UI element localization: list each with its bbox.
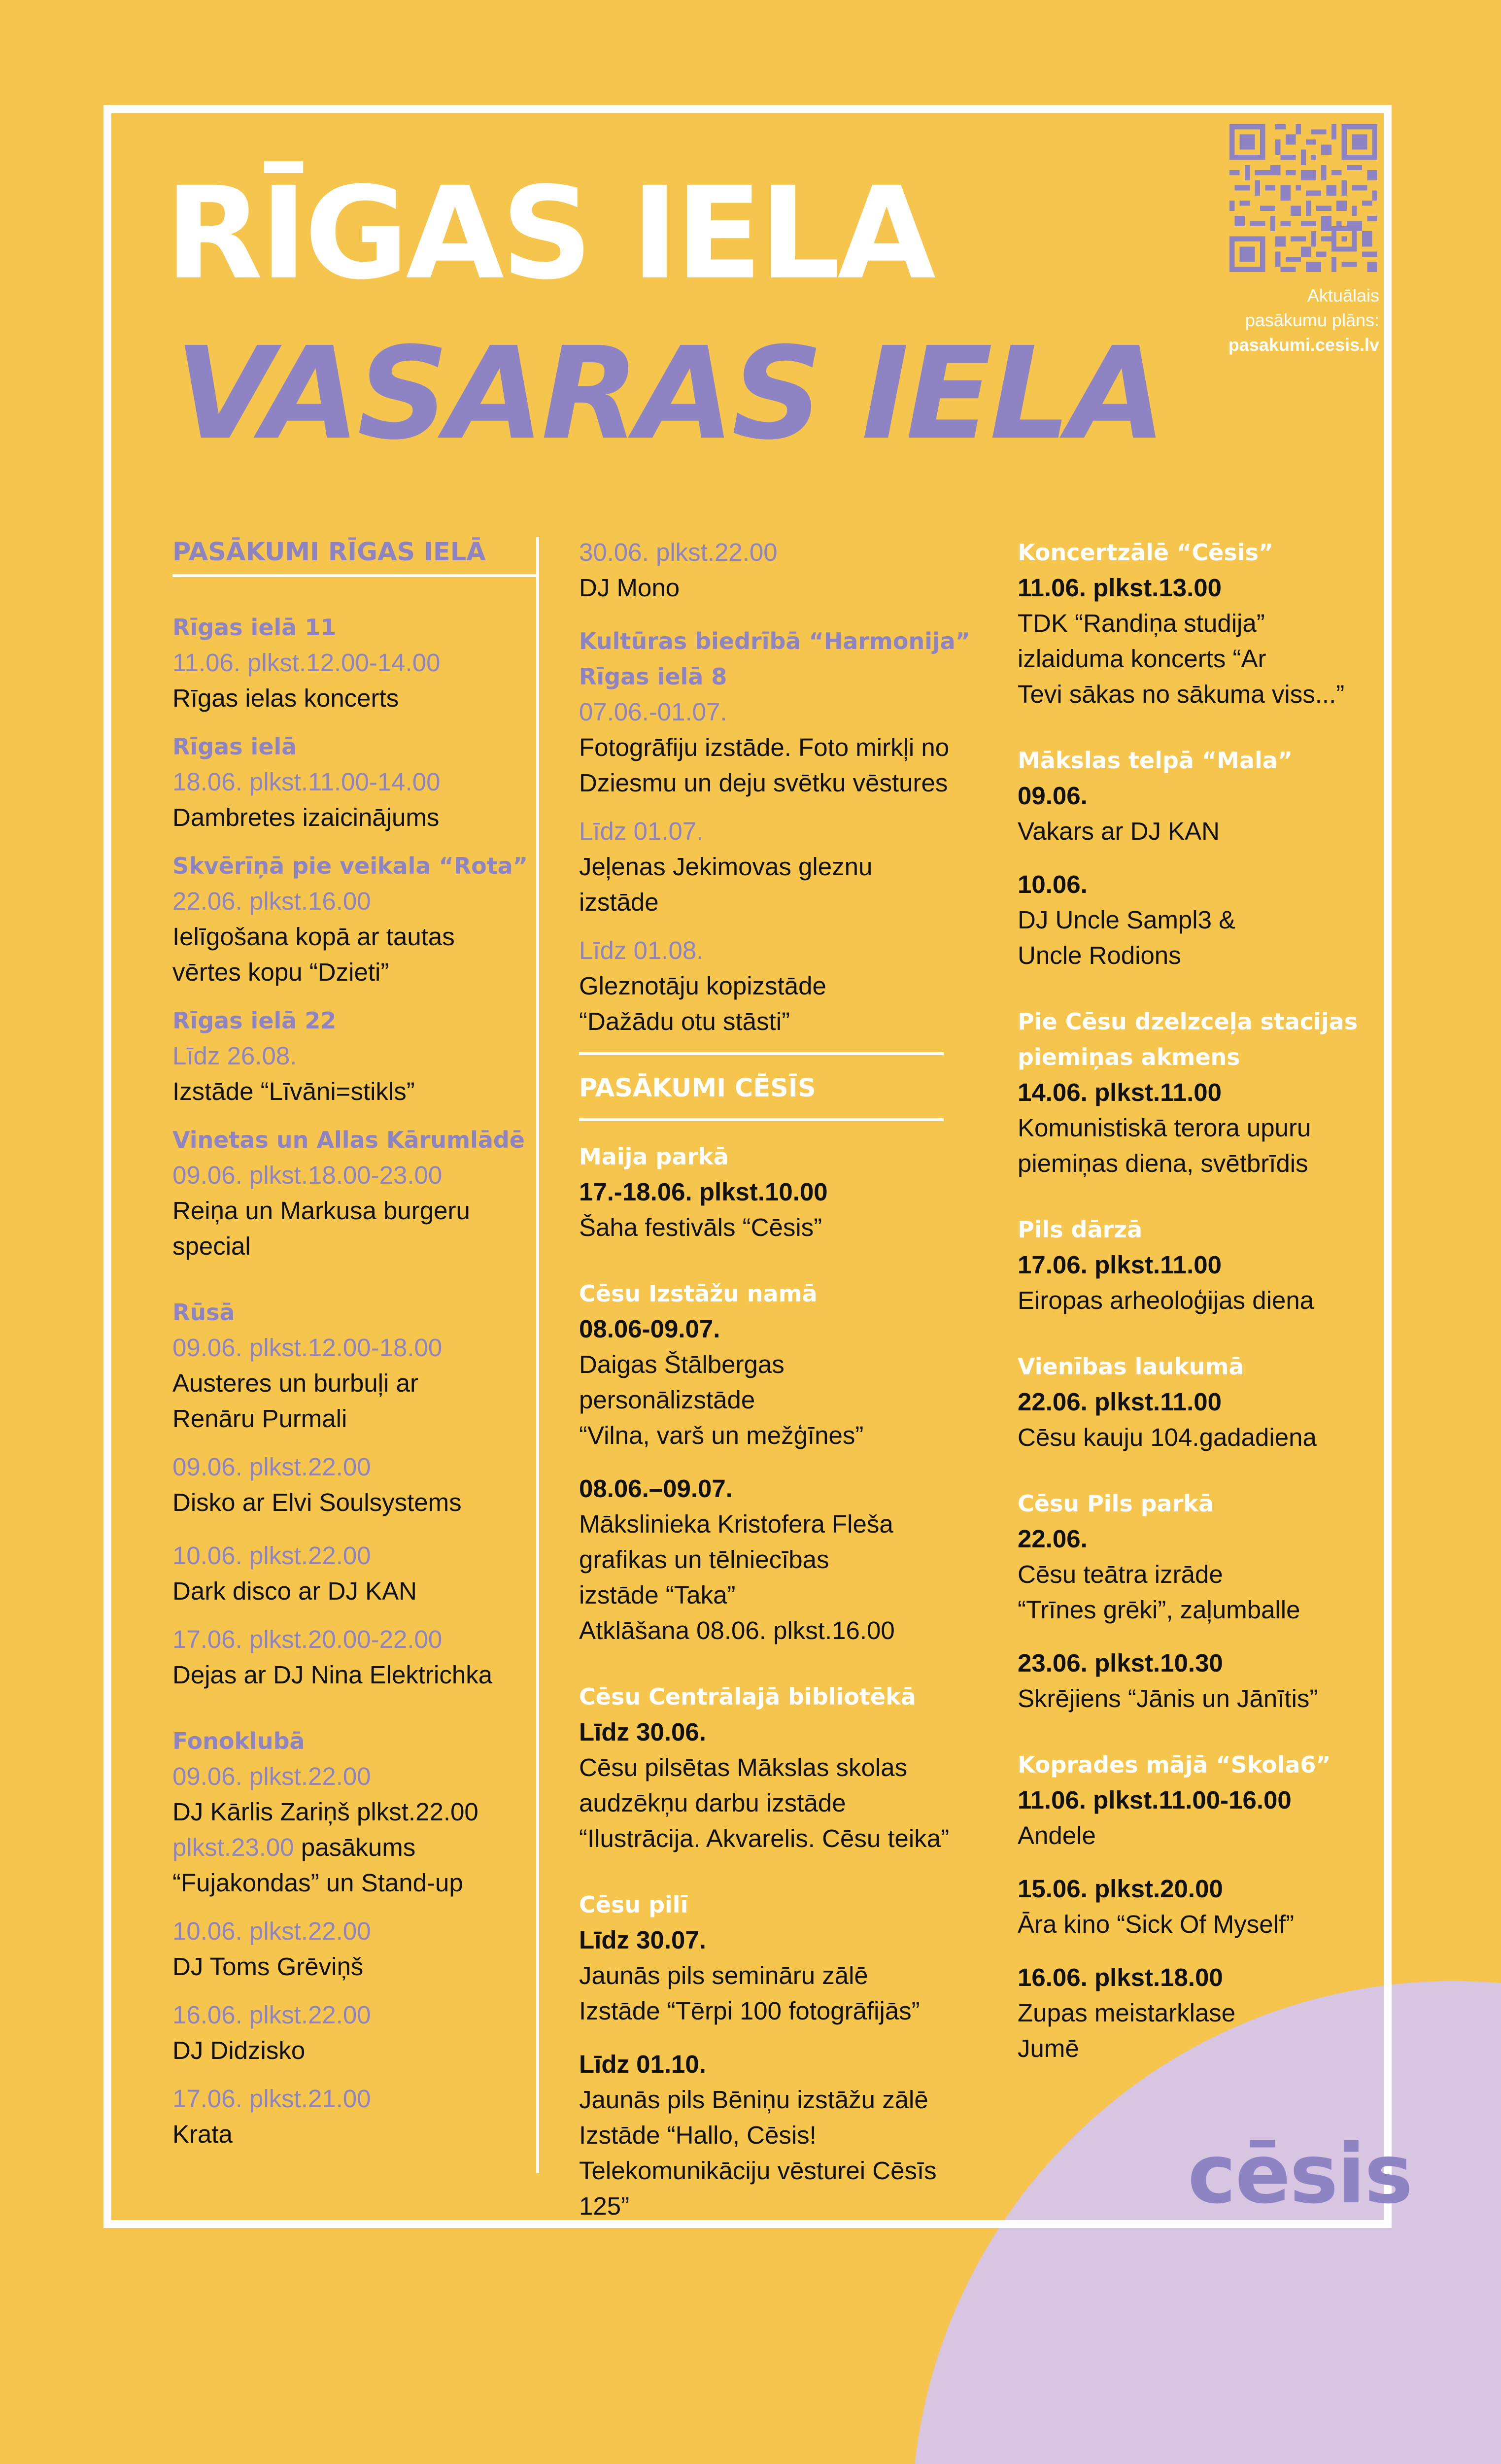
event-text: Uncle Rodions: [1018, 941, 1181, 969]
event-venue: Koncertzālē “Cēsis”: [1018, 539, 1274, 566]
event-item: [1018, 1960, 1372, 2066]
event-item: [172, 1122, 537, 1264]
event-item: [172, 1622, 537, 1693]
event-text: Komunistiskā terora upuru: [1018, 1114, 1311, 1142]
event-text: Zupas meistarklase: [1018, 1999, 1236, 2027]
event-text: Gleznotāju kopizstāde: [579, 972, 826, 1000]
event-venue: Cēsu pilī: [579, 1891, 688, 1918]
event-text: Mākslinieka Kristofera Fleša: [579, 1510, 893, 1538]
event-text: DJ Uncle Sampl3 &: [1018, 906, 1236, 934]
event-inline-time: plkst.23.00: [172, 1833, 294, 1861]
event-date: 09.06. plkst.22.00: [172, 1453, 371, 1481]
event-date: 11.06. plkst.11.00-16.00: [1018, 1786, 1292, 1814]
event-date: 22.06. plkst.16.00: [172, 887, 371, 915]
event-text: Jaunās pils semināru zālē: [579, 1961, 868, 1989]
event-date: 17.06. plkst.20.00-22.00: [172, 1625, 443, 1653]
event-text: Eiropas arheoloģijas diena: [1018, 1286, 1314, 1314]
event-item: [1018, 1486, 1372, 1628]
event-date: 09.06. plkst.12.00-18.00: [172, 1334, 443, 1362]
event-date: 23.06. plkst.10.30: [1018, 1649, 1223, 1677]
event-venue: Kultūras biedrībā “Harmonija”: [579, 628, 971, 654]
event-date: 09.06. plkst.18.00-23.00: [172, 1161, 443, 1189]
event-text: Āra kino “Sick Of Myself”: [1018, 1910, 1295, 1938]
event-date: 09.06. plkst.22.00: [172, 1762, 371, 1790]
event-item: [1018, 1349, 1372, 1455]
event-item: [579, 1679, 954, 1856]
event-text: Jumē: [1018, 2034, 1079, 2062]
event-date: 17.-18.06. plkst.10.00: [579, 1178, 828, 1206]
event-text: Tevi sākas no sākuma viss...”: [1018, 680, 1345, 708]
event-item: [579, 623, 971, 801]
event-date: Līdz 26.08.: [172, 1042, 297, 1070]
event-item: [579, 535, 954, 606]
qr-code-icon[interactable]: [1229, 124, 1377, 272]
event-text: Reiņa un Markusa burgeru: [172, 1197, 470, 1225]
event-item: [172, 848, 537, 990]
event-item: [579, 2047, 954, 2224]
event-text: “Fujakondas” un Stand-up: [172, 1869, 463, 1897]
event-venue: Rīgas ielā 22: [172, 1007, 337, 1034]
event-venue: Mākslas telpā “Mala”: [1018, 747, 1293, 774]
event-text: Dark disco ar DJ KAN: [172, 1577, 417, 1605]
event-item: [579, 933, 954, 1039]
event-venue: Maija parkā: [579, 1143, 729, 1170]
event-text: Ielīgošana kopā ar tautas: [172, 923, 455, 951]
section-overline: [579, 1052, 944, 1055]
event-date: Līdz 01.08.: [579, 936, 704, 964]
event-item: [1018, 535, 1372, 712]
event-text: “Vilna, varš un mežģīnes”: [579, 1421, 864, 1449]
event-venue: Pie Cēsu dzelzceļa stacijas: [1018, 1008, 1358, 1035]
event-item: [172, 729, 537, 835]
event-venue-address: Rīgas ielā 8: [579, 663, 727, 690]
event-text: “Ilustrācija. Akvarelis. Cēsu teika”: [579, 1824, 950, 1852]
section-heading-rigas: PASĀKUMI RĪGAS IELĀ: [172, 538, 486, 567]
cesis-logo: cēsis: [1188, 2127, 1412, 2222]
event-text: DJ Didzisko: [172, 2036, 306, 2064]
event-item: [579, 1887, 954, 2029]
title-vasaras-iela: VASARAS IELA: [175, 320, 1163, 468]
column-right: [1018, 535, 1372, 2079]
event-item: [1018, 867, 1372, 973]
event-venue: Pils dārzā: [1018, 1216, 1143, 1243]
event-item: [1018, 1871, 1372, 1942]
event-text: grafikas un tēlniecības: [579, 1545, 829, 1574]
event-text: DJ Toms Grēviņš: [172, 1952, 364, 1981]
event-venue: Fonoklubā: [172, 1728, 305, 1754]
event-item: [1018, 1212, 1372, 1318]
event-text: TDK “Randiņa studija”: [1018, 609, 1265, 637]
event-date: 08.06-09.07.: [579, 1315, 720, 1343]
event-venue: Rūsā: [172, 1299, 235, 1326]
event-item: [172, 1538, 537, 1609]
event-venue: Cēsu Pils parkā: [1018, 1490, 1214, 1517]
event-text: DJ Mono: [579, 574, 680, 602]
event-date: 09.06.: [1018, 782, 1088, 810]
event-text: Renāru Purmali: [172, 1404, 347, 1433]
event-date: 16.06. plkst.18.00: [1018, 1963, 1223, 1991]
event-venue: Vinetas un Allas Kārumlādē: [172, 1127, 525, 1153]
event-item: [579, 814, 954, 920]
event-date: Līdz 30.07.: [579, 1926, 706, 1954]
event-venue: Rīgas ielā: [172, 733, 297, 760]
qr-url-link[interactable]: pasakumi.cesis.lv: [1228, 335, 1379, 355]
event-venue: Rīgas ielā 11: [172, 614, 337, 641]
event-item: [172, 1449, 537, 1520]
event-item: [172, 1997, 537, 2068]
event-text: Izstāde “Līvāni=stikls”: [172, 1077, 415, 1105]
event-text-mixed: [172, 1830, 537, 1865]
qr-caption-line1: Aktuālais: [1307, 285, 1379, 306]
event-item: [172, 1914, 537, 1985]
column-rigas-iela: [172, 535, 537, 2165]
section-underline: [579, 1118, 944, 1121]
column-middle: [579, 535, 971, 2237]
event-text: Rīgas ielas koncerts: [172, 684, 399, 712]
event-item: [1018, 1004, 1372, 1181]
event-item: [579, 1276, 954, 1453]
event-text: audzēkņu darbu izstāde: [579, 1789, 846, 1817]
event-item: [172, 610, 537, 716]
event-date: 11.06. plkst.13.00: [1018, 574, 1222, 602]
event-date: 15.06. plkst.20.00: [1018, 1875, 1223, 1903]
event-date: 30.06. plkst.22.00: [579, 538, 778, 566]
event-text: piemiņas diena, svētbrīdis: [1018, 1149, 1308, 1177]
event-venue: Cēsu Centrālajā bibliotēkā: [579, 1683, 916, 1710]
event-text: Cēsu pilsētas Mākslas skolas: [579, 1753, 908, 1781]
event-text: special: [172, 1232, 251, 1260]
event-date: 17.06. plkst.21.00: [172, 2085, 371, 2113]
event-date: Līdz 01.07.: [579, 817, 704, 845]
event-date: 11.06. plkst.12.00-14.00: [172, 649, 441, 677]
event-text: Vakars ar DJ KAN: [1018, 817, 1220, 845]
event-date: Līdz 01.10.: [579, 2050, 706, 2078]
event-date: 08.06.–09.07.: [579, 1474, 733, 1503]
event-text: Šaha festivāls “Cēsis”: [579, 1213, 822, 1241]
title-rigas-iela: RĪGAS IELA: [165, 160, 933, 308]
event-venue: Cēsu Izstāžu namā: [579, 1280, 818, 1307]
qr-caption-line2: pasākumu plāns:: [1245, 310, 1379, 330]
event-text: Fotogrāfiju izstāde. Foto mirkļi no: [579, 733, 950, 761]
event-text: vērtes kopu “Dzieti”: [172, 958, 389, 986]
event-text: Austeres un burbuļi ar: [172, 1369, 418, 1397]
event-text: Dejas ar DJ Nina Elektrichka: [172, 1661, 493, 1689]
event-venue-address: piemiņas akmens: [1018, 1044, 1240, 1070]
event-date: 07.06.-01.07.: [579, 698, 727, 726]
section-underline: [172, 574, 537, 577]
event-text: “Trīnes grēki”, zaļumballe: [1018, 1596, 1300, 1624]
event-venue: Koprades mājā “Skola6”: [1018, 1751, 1331, 1778]
event-venue: Skvērīņā pie veikala “Rota”: [172, 853, 528, 879]
event-inline-text: pasākums: [294, 1833, 416, 1861]
event-text: DJ Kārlis Zariņš plkst.22.00: [172, 1798, 478, 1826]
event-item: [1018, 1645, 1372, 1716]
event-item: [172, 2081, 537, 2152]
event-date: 22.06. plkst.11.00: [1018, 1388, 1222, 1416]
event-venue: Vienības laukumā: [1018, 1353, 1244, 1380]
event-date: 16.06. plkst.22.00: [172, 2001, 371, 2029]
event-text: Telekomunikāciju vēsturei Cēsīs 125”: [579, 2156, 937, 2220]
event-date: 10.06. plkst.22.00: [172, 1541, 371, 1570]
event-item: [172, 1723, 537, 1901]
event-item: [172, 1295, 537, 1437]
event-text: Andele: [1018, 1821, 1096, 1849]
event-date: Līdz 30.06.: [579, 1718, 706, 1746]
event-text: Izstāde “Hallo, Cēsis!: [579, 2121, 817, 2149]
event-text: Dambretes izaicinājums: [172, 803, 440, 831]
event-date: 10.06.: [1018, 870, 1088, 898]
event-item: [579, 1471, 954, 1648]
event-text: Izstāde “Tērpi 100 fotogrāfijās”: [579, 1997, 920, 2025]
event-date: 14.06. plkst.11.00: [1018, 1078, 1222, 1106]
event-text: “Dažādu otu stāsti”: [579, 1007, 790, 1035]
event-item: [1018, 1747, 1372, 1853]
event-text: Disko ar Elvi Soulsystems: [172, 1488, 462, 1516]
event-text: Cēsu teātra izrāde: [1018, 1560, 1223, 1588]
event-text: Daigas Štālbergas personālizstāde: [579, 1350, 785, 1414]
event-text: Atklāšana 08.06. plkst.16.00: [579, 1616, 895, 1644]
event-text: Jeļenas Jekimovas gleznu izstāde: [579, 853, 873, 916]
event-text: izlaiduma koncerts “Ar: [1018, 645, 1266, 673]
event-date: 10.06. plkst.22.00: [172, 1917, 371, 1945]
event-item: [172, 1003, 537, 1109]
event-text: izstāde “Taka”: [579, 1581, 736, 1609]
event-item: [579, 1139, 954, 1245]
section-heading-cesis: PASĀKUMI CĒSĪS: [579, 1074, 816, 1103]
event-date: 18.06. plkst.11.00-14.00: [172, 768, 441, 796]
event-text: Jaunās pils Bēniņu izstāžu zālē: [579, 2086, 928, 2114]
event-text: Cēsu kauju 104.gadadiena: [1018, 1423, 1317, 1451]
event-date: 22.06.: [1018, 1525, 1088, 1553]
event-text: Skrējiens “Jānis un Jānītis”: [1018, 1684, 1318, 1712]
event-text: Dziesmu un deju svētku vēstures: [579, 769, 948, 797]
event-item: [1018, 743, 1372, 849]
event-date: 17.06. plkst.11.00: [1018, 1251, 1222, 1279]
event-text: Krata: [172, 2120, 233, 2148]
qr-caption: [1228, 283, 1379, 357]
